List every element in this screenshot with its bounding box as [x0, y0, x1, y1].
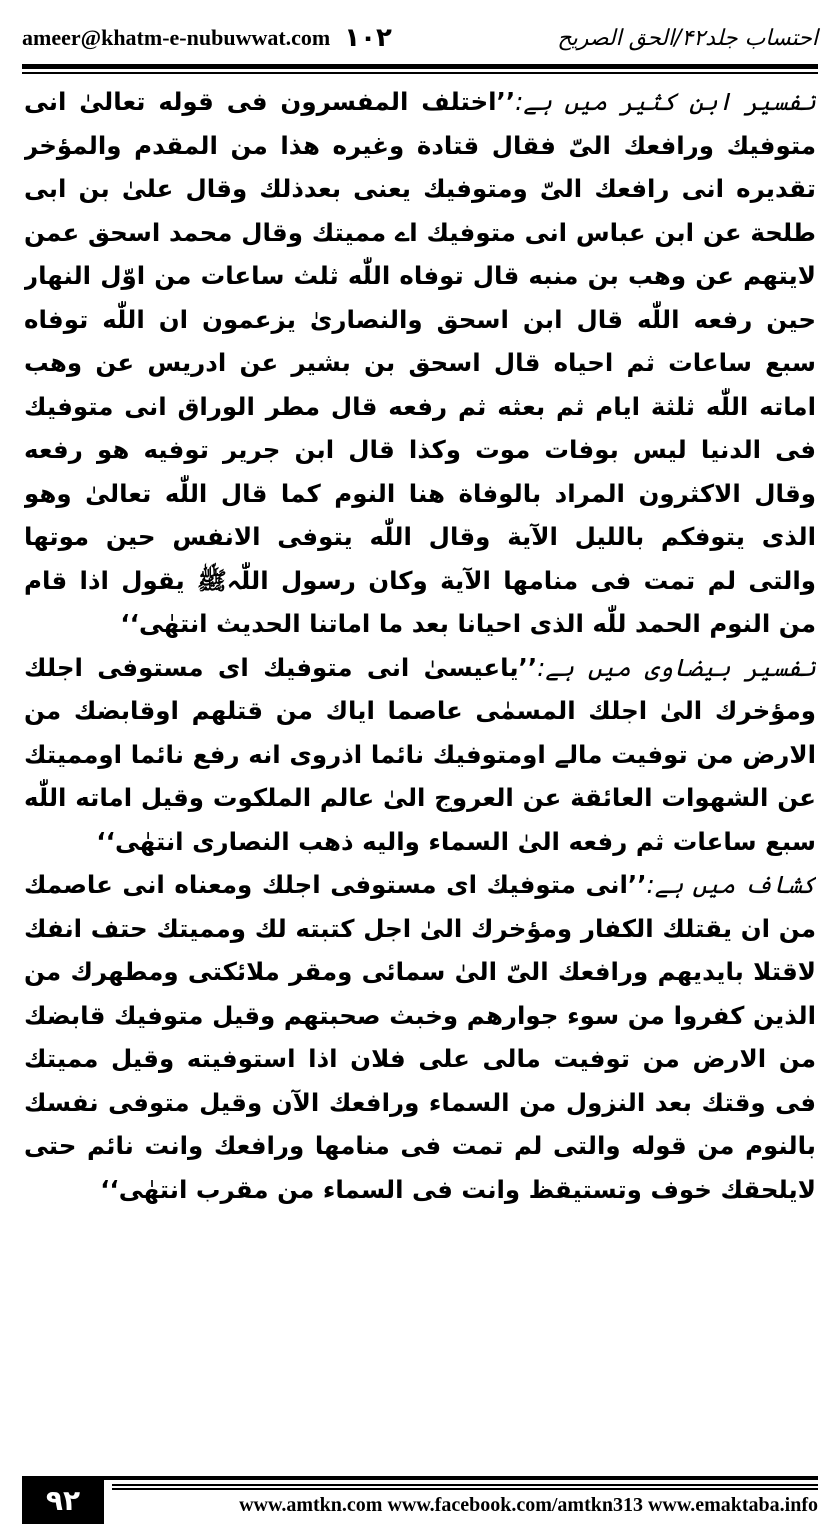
footer-urls: www.amtkn.com www.facebook.com/amtkn313 www.emaktaba.info	[239, 1494, 818, 1516]
footer-rule	[22, 1476, 818, 1480]
paragraph-text: ’’اختلف المفسرون فی قوله تعالیٰ انی متوفیك ورافعك الیّ فقال قتادة وغیره هذا من المقدم والمؤخر تقدیره انی رافعك الیّ ومتوفیك یعنی بعدذلك وقال علیٰ بن ابی طلحة عن ابن عباس انی متوفیك اے ممیتك وقال محمد اسحق عمن لایتهم عن وهب بن منبه قال توفاه اللّٰه ثلث ساعات من اوّل النهار حین رفعه اللّٰه قال ابن اسحق والنصاریٰ یزعمون ان اللّٰه توفاه سبع ساعات ثم احیاه قال اسحق بن بشیر عن ادریس عن وهب اماته اللّٰه ثلثة ایام ثم بعثه ثم رفعه قال مطر الوراق انی متوفیك فی الدنیا لیس بوفات موت وكذا قال ابن جریر توفیه هو رفعه وقال الاكثرون المراد بالوفاة هنا النوم كما قال اللّٰه تعالیٰ وهو الذی یتوفكم باللیل الآیة وقال اللّٰه یتوفی الانفس حین موتها والتی لم تمت فی منامها الآیة وكان رسول اللّٰہﷺ یقول اذا قام من النوم الحمد للّٰه الذی احیانا بعد ما اماتنا الحدیث انتهٰی‘‘	[24, 87, 816, 638]
header-book-title: احتساب جلد۴۲/الحق الصریح	[557, 25, 818, 51]
paragraph-baidawi	[24, 646, 816, 864]
paragraph-source: تفسیر ابن کثیر میں ہے:	[515, 87, 816, 116]
paragraph-text: ’’انی متوفیك ای مستوفی اجلك ومعناه انی عاصمك من ان یقتلك الكفار ومؤخرك الیٰ اجل كتبته لك وممیتك حتف انفك لاقتلا بایدیهم ورافعك الیّ الیٰ سمائی ومقر ملائكتی ومطهرك من الذین كفروا من سوء جوارهم وخبث صحبتهم وقیل متوفیك قابضك من الارض من توفیت مالی علی فلان اذا استوفیته وقیل ممیتك فی وقتك بعد النزول من السماء ورافعك الآن وقیل متوفی نفسك بالنوم من قوله والتی لم تمت فی منامها ورافعك وانت نائم حتی لایلحقك خوف وتستیقظ وانت فی السماء من مقرب انتهٰی‘‘	[24, 870, 816, 1204]
header-page-number: ١٠٢	[344, 23, 392, 53]
paragraph-ibn-kathir	[24, 80, 816, 646]
paragraph-kashshaf	[24, 863, 816, 1211]
paragraph-text: ’’یاعیسیٰ انی متوفیك ای مستوفی اجلك ومؤخرك الیٰ اجلك المسمٰی عاصما ایاك من قتلهم اوقابضك من الارض من توفیت مالے اومتوفیك نائما اذروی انه رفع نائما اوممیتك عن الشهوات العائقة عن العروج الیٰ عالم الملكوت وقیل اماته اللّٰه سبع ساعات ثم رفعه الیٰ السماء والیه ذهب النصاری انتهٰی‘‘	[24, 652, 816, 856]
page-content	[24, 80, 816, 1460]
footer-page-number: ۹۲	[22, 1476, 104, 1524]
header-rule-thick	[22, 64, 818, 69]
header-rule-thin	[22, 72, 818, 74]
header-left	[22, 23, 392, 53]
page-footer	[22, 1476, 818, 1524]
footer-rule-2	[112, 1488, 818, 1490]
paragraph-source: کشاف میں ہے:	[646, 870, 816, 899]
paragraph-source: تفسیر بیضاوی میں ہے:	[537, 652, 816, 682]
header-email: ameer@khatm-e-nubuwwat.com	[22, 25, 331, 50]
footer-rule-1	[112, 1484, 818, 1486]
page-header	[22, 18, 818, 58]
